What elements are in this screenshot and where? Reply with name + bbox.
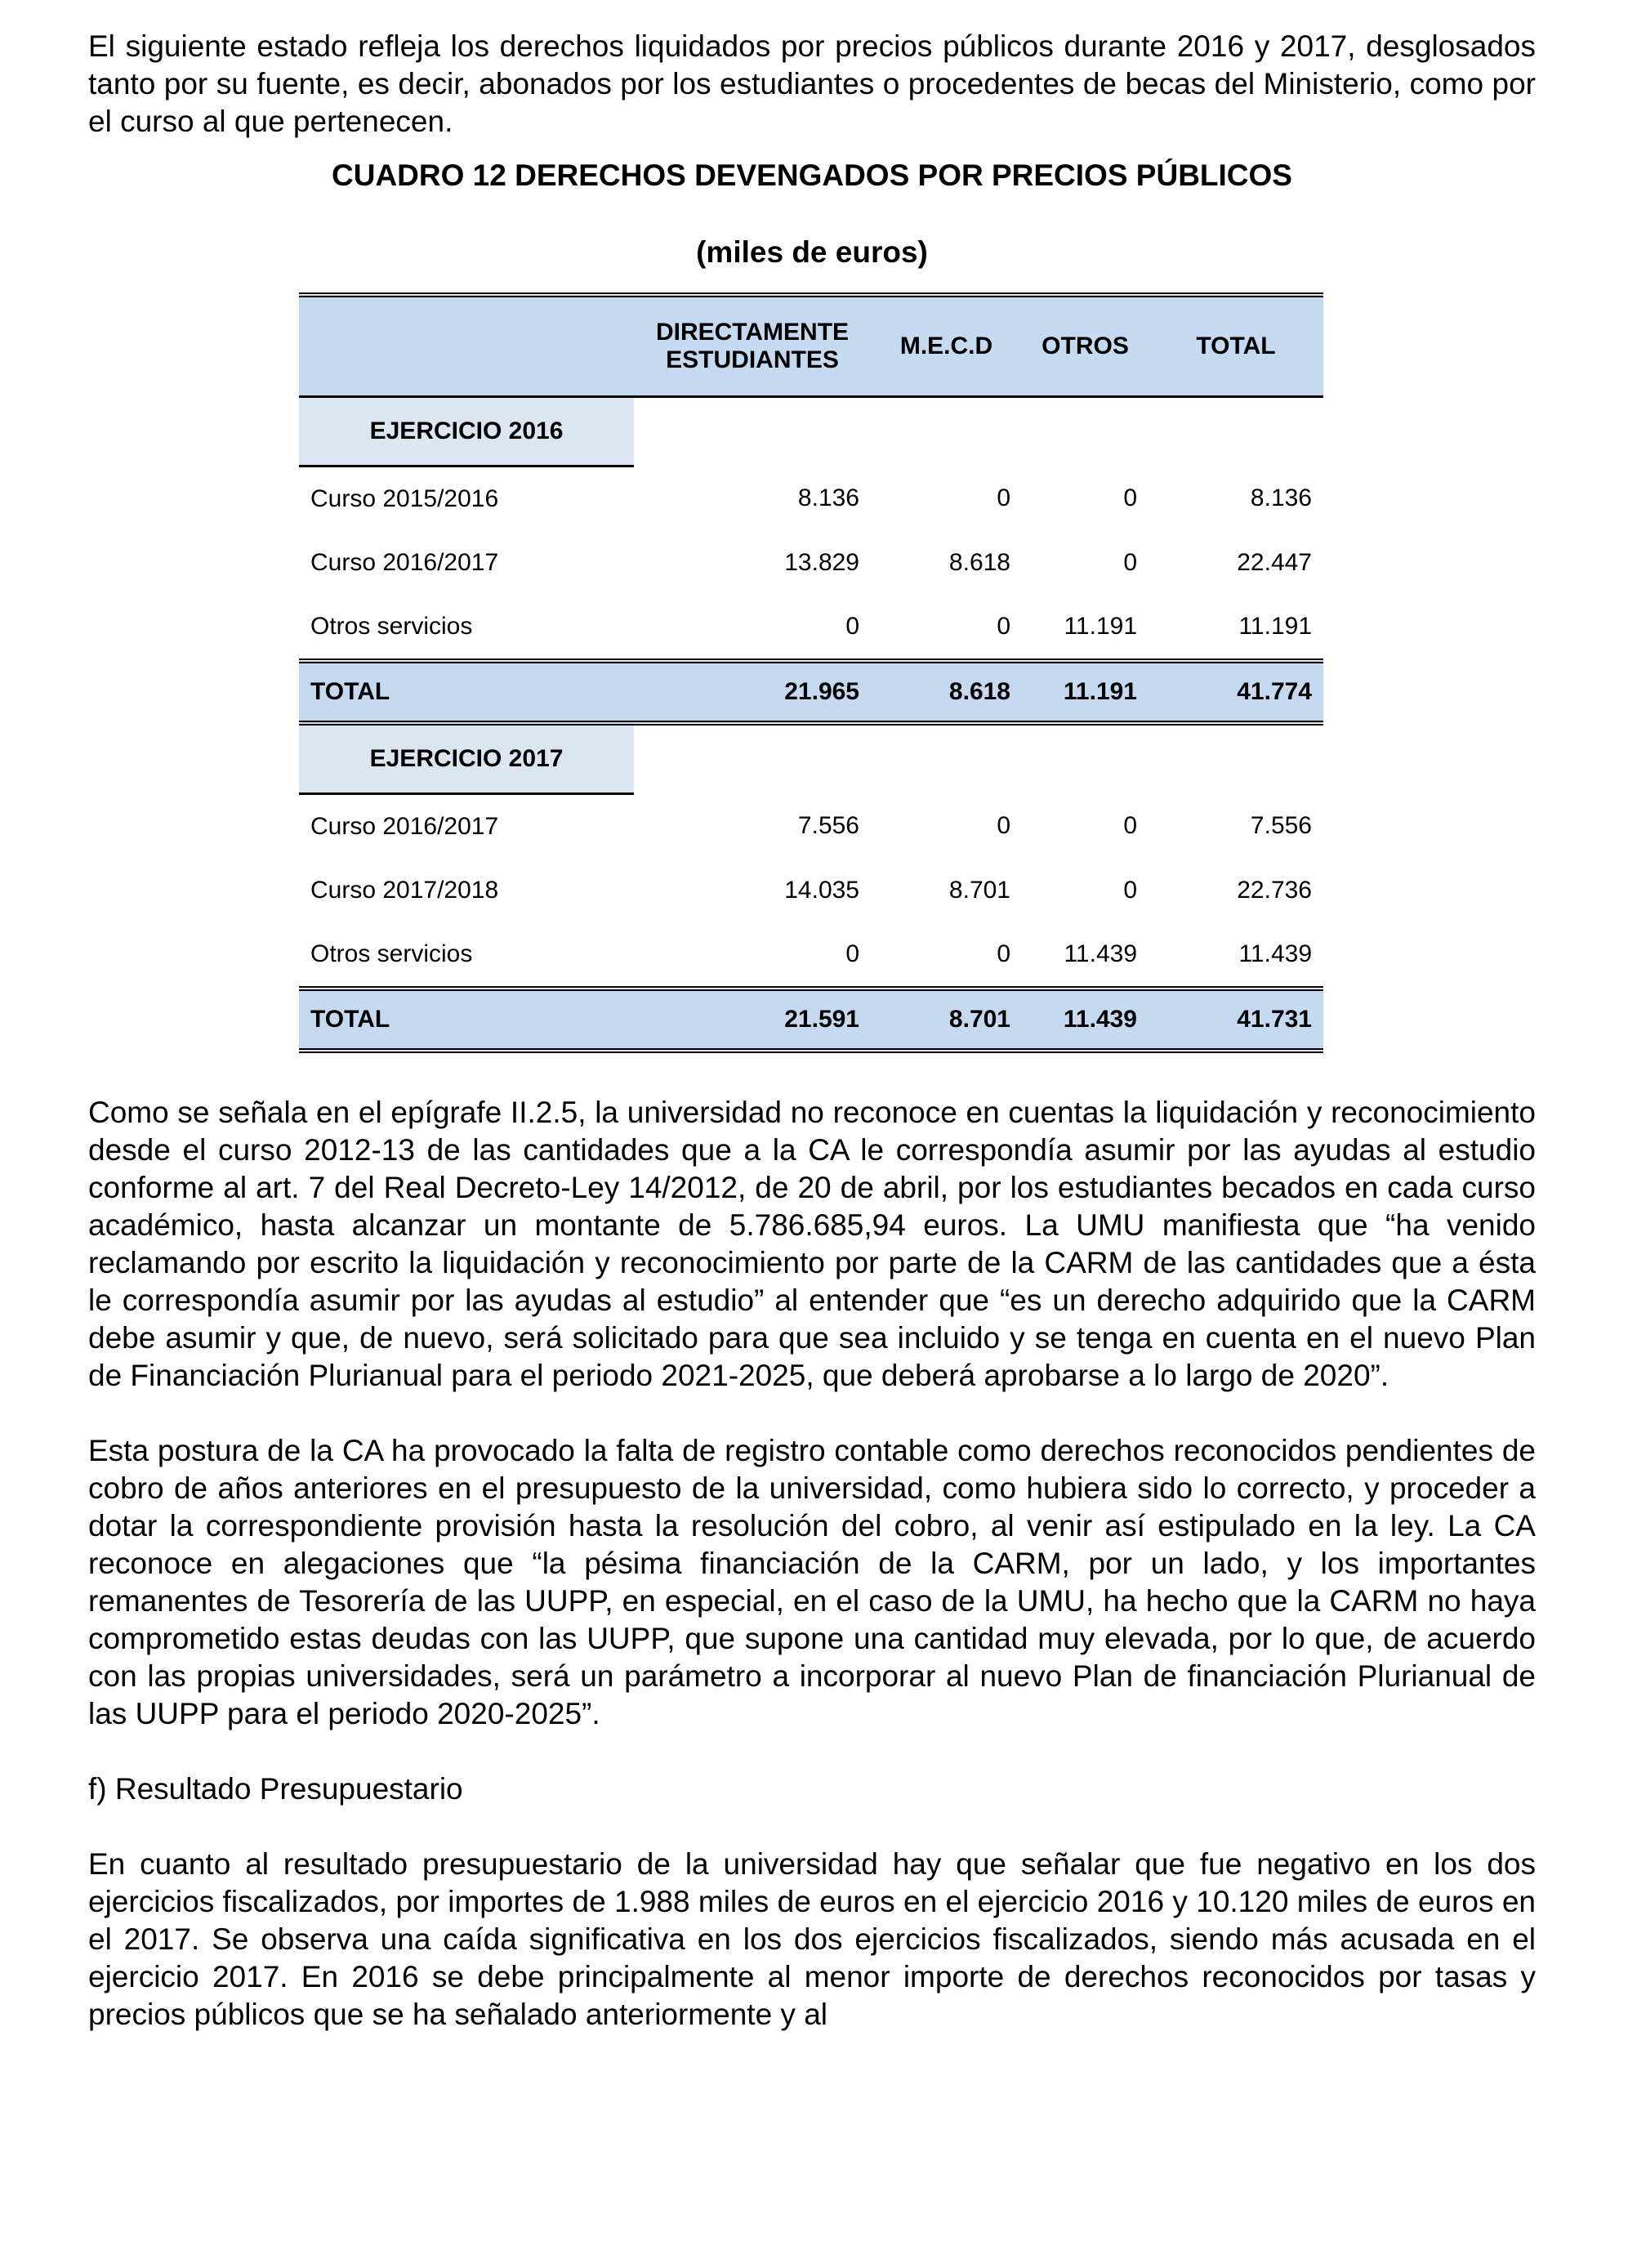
document-page bbox=[88, 28, 1536, 2034]
cell-estudiantes: 7.556 bbox=[797, 811, 859, 839]
table-subtitle: (miles de euros) bbox=[696, 235, 928, 269]
row-label: Curso 2015/2016 bbox=[310, 484, 499, 512]
header-estudiantes: ESTUDIANTES bbox=[666, 346, 839, 373]
cell-total: 11.439 bbox=[1238, 940, 1312, 967]
total-row-2017 bbox=[299, 989, 1323, 1051]
cell-mecd: 0 bbox=[997, 940, 1010, 967]
intro-paragraph: El siguiente estado refleja los derechos liquidados por precios públicos durante 2016 y 2017, desglosados tanto por su fuente, es decir, abonados por los estudiantes o procedentes de becas del Ministerio, como por el curso al que pertenecen. bbox=[88, 29, 1536, 138]
table-row bbox=[299, 531, 1323, 595]
table-header-row bbox=[299, 295, 1323, 396]
section-heading-resultado: f) Resultado Presupuestario bbox=[88, 1771, 463, 1806]
cell-mecd: 8.618 bbox=[948, 548, 1010, 576]
total-estudiantes: 21.965 bbox=[634, 661, 871, 723]
cell-otros: 0 bbox=[1123, 484, 1137, 511]
cell-estudiantes: 14.035 bbox=[784, 876, 859, 904]
cell-estudiantes: 0 bbox=[845, 612, 859, 640]
table-row bbox=[299, 859, 1323, 922]
total-row-2016 bbox=[299, 661, 1323, 723]
total-otros: 11.191 bbox=[1022, 661, 1149, 723]
cell-mecd: 0 bbox=[997, 811, 1010, 839]
header-directamente: DIRECTAMENTE bbox=[655, 318, 850, 346]
rights-table bbox=[299, 292, 1323, 1053]
cell-estudiantes: 0 bbox=[845, 940, 859, 967]
cell-estudiantes: 8.136 bbox=[797, 484, 859, 511]
paragraph-epigrafe: Como se señala en el epígrafe II.2.5, la universidad no reconoce en cuentas la liquidación y reconocimiento desde el curso 2012-13 de las cantidades que a la CA le correspondía asumir por las ayudas al estudio conforme al art. 7 del Real Decreto-Ley 14/2012, de 20 de abril, por los estudiantes becados en cada curso académico, hasta alcanzar un montante de 5.786.685,94 euros. La UMU manifiesta que “ha venido reclamando por escrito la liquidación y reconocimiento por parte de la CARM de las cantidades que a ésta le correspondía asumir por las ayudas al estudio” al entender que “es un derecho adquirido que la CARM debe asumir y que, de nuevo, será solicitado para que sea incluido y se tenga en cuenta en el nuevo Plan de Financiación Plurianual para el periodo 2021-2025, que deberá aprobarse a lo largo de 2020”. bbox=[88, 1095, 1536, 1392]
section-row-2017 bbox=[299, 723, 1323, 794]
header-directamente-estudiantes bbox=[634, 295, 871, 396]
cell-otros: 0 bbox=[1123, 548, 1137, 576]
header-otros: OTROS bbox=[1042, 332, 1129, 359]
total-total: 41.731 bbox=[1149, 989, 1323, 1051]
row-label: Curso 2016/2017 bbox=[310, 548, 499, 576]
cell-mecd: 0 bbox=[997, 484, 1010, 511]
table-row bbox=[299, 922, 1323, 989]
section-label-2016: EJERCICIO 2016 bbox=[299, 396, 634, 466]
cell-otros: 0 bbox=[1123, 811, 1137, 839]
table-row bbox=[299, 595, 1323, 661]
total-mecd: 8.618 bbox=[871, 661, 1022, 723]
header-total: TOTAL bbox=[1196, 332, 1276, 359]
header-mecd: M.E.C.D bbox=[899, 332, 993, 359]
cell-mecd: 8.701 bbox=[948, 876, 1010, 904]
total-label: TOTAL bbox=[299, 989, 634, 1051]
cell-otros: 11.191 bbox=[1064, 612, 1137, 640]
row-label: Otros servicios bbox=[310, 940, 473, 967]
cell-otros: 0 bbox=[1123, 876, 1137, 904]
cell-total: 7.556 bbox=[1250, 811, 1312, 839]
total-mecd: 8.701 bbox=[871, 989, 1022, 1051]
header-empty-cell bbox=[299, 295, 634, 396]
cell-total: 11.191 bbox=[1238, 612, 1312, 640]
cell-total: 22.447 bbox=[1237, 548, 1312, 576]
section-row-2016 bbox=[299, 396, 1323, 466]
table-row bbox=[299, 793, 1323, 859]
total-estudiantes: 21.591 bbox=[634, 989, 871, 1051]
cell-estudiantes: 13.829 bbox=[784, 548, 859, 576]
row-label: Otros servicios bbox=[310, 612, 473, 640]
paragraph-resultado: En cuanto al resultado presupuestario de la universidad hay que señalar que fue negativo en los dos ejercicios fiscalizados, por importes de 1.988 miles de euros en el ejercicio 2016 y 10.120 miles de euros en el 2017. Se observa una caída significativa en los dos ejercicios fiscalizados, siendo más acusada en el ejercicio 2017. En 2016 se debe principalmente al menor importe de derechos reconocidos por tasas y precios públicos que se ha señalado anteriormente y al bbox=[88, 1846, 1536, 2031]
cell-total: 22.736 bbox=[1237, 876, 1312, 904]
section-label-2017: EJERCICIO 2017 bbox=[299, 723, 634, 794]
total-label: TOTAL bbox=[299, 661, 634, 723]
cell-mecd: 0 bbox=[997, 612, 1010, 640]
row-label: Curso 2016/2017 bbox=[310, 812, 499, 840]
table-row bbox=[299, 466, 1323, 531]
cell-otros: 11.439 bbox=[1064, 940, 1137, 967]
cell-total: 8.136 bbox=[1250, 484, 1312, 511]
total-total: 41.774 bbox=[1149, 661, 1323, 723]
row-label: Curso 2017/2018 bbox=[310, 876, 499, 904]
paragraph-postura-ca: Esta postura de la CA ha provocado la falta de registro contable como derechos reconocidos pendientes de cobro de años anteriores en el presupuesto de la universidad, como hubiera sido lo correcto, y proceder a dotar la correspondiente provisión hasta la resolución del cobro, al venir así estipulado en la ley. La CA reconoce en alegaciones que “la pésima financiación de la CARM, por un lado, y los importantes remanentes de Tesorería de las UUPP, en especial, en el caso de la UMU, ha hecho que la CARM no haya comprometido estas deudas con las UUPP, que supone una cantidad muy elevada, por lo que, de acuerdo con las propias universidades, será un parámetro a incorporar al nuevo Plan de financiación Plurianual de las UUPP para el periodo 2020-2025”. bbox=[88, 1433, 1536, 1730]
total-otros: 11.439 bbox=[1022, 989, 1149, 1051]
table-title: CUADRO 12 DERECHOS DEVENGADOS POR PRECIOS PÚBLICOS bbox=[332, 158, 1292, 192]
